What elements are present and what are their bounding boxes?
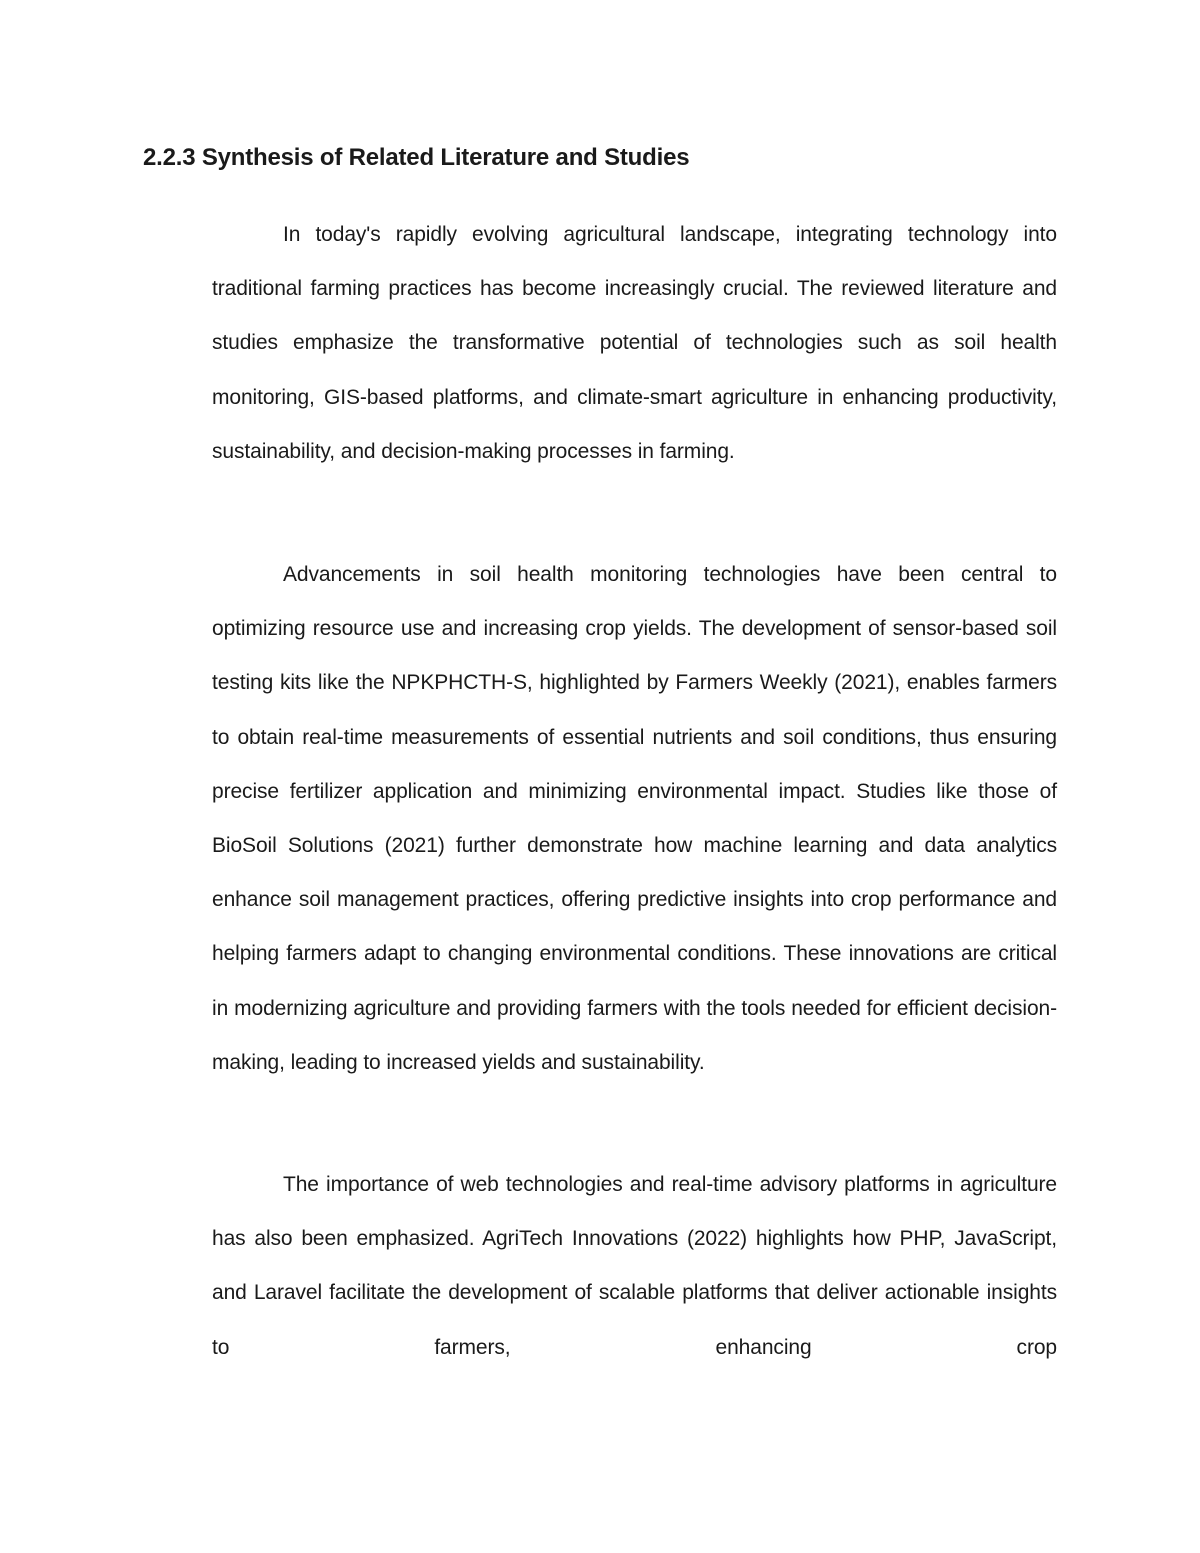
paragraph-1: In today's rapidly evolving agricultural landscape, integrating technology into traditional farming practices has become increasingly crucial. The reviewed literature and studies emphasize the transformative potential of technologies such as soil health monitoring, GIS-based platforms, and climate-smart agriculture in enhancing productivity, sustainability, and decision-making processes in farming. (212, 223, 1057, 463)
section-heading: 2.2.3 Synthesis of Related Literature and Studies (143, 144, 690, 171)
paragraph-2: Advancements in soil health monitoring technologies have been central to optimizing resource use and increasing crop yields. The development of sensor-based soil testing kits like the NPKPHCTH-S, highlighted by Farmers Weekly (2021), enables farmers to obtain real-time measurements of essential nutrients and soil conditions, thus ensuring precise fertilizer application and minimizing environmental impact. Studies like those of BioSoil Solutions (2021) further demonstrate how machine learning and data analytics enhance soil management practices, offering predictive insights into crop performance and helping farmers adapt to changing environmental conditions. These innovations are critical in modernizing agriculture and providing farmers with the tools needed for efficient decision-making, leading to increased yields and sustainability. (212, 563, 1057, 1074)
paragraph-3: The importance of web technologies and real-time advisory platforms in agriculture has also been emphasized. AgriTech Innovations (2022) highlights how PHP, JavaScript, and Laravel facilitate the development of scalable platforms that deliver actionable insights to farmers, enhancing crop (212, 1173, 1057, 1359)
